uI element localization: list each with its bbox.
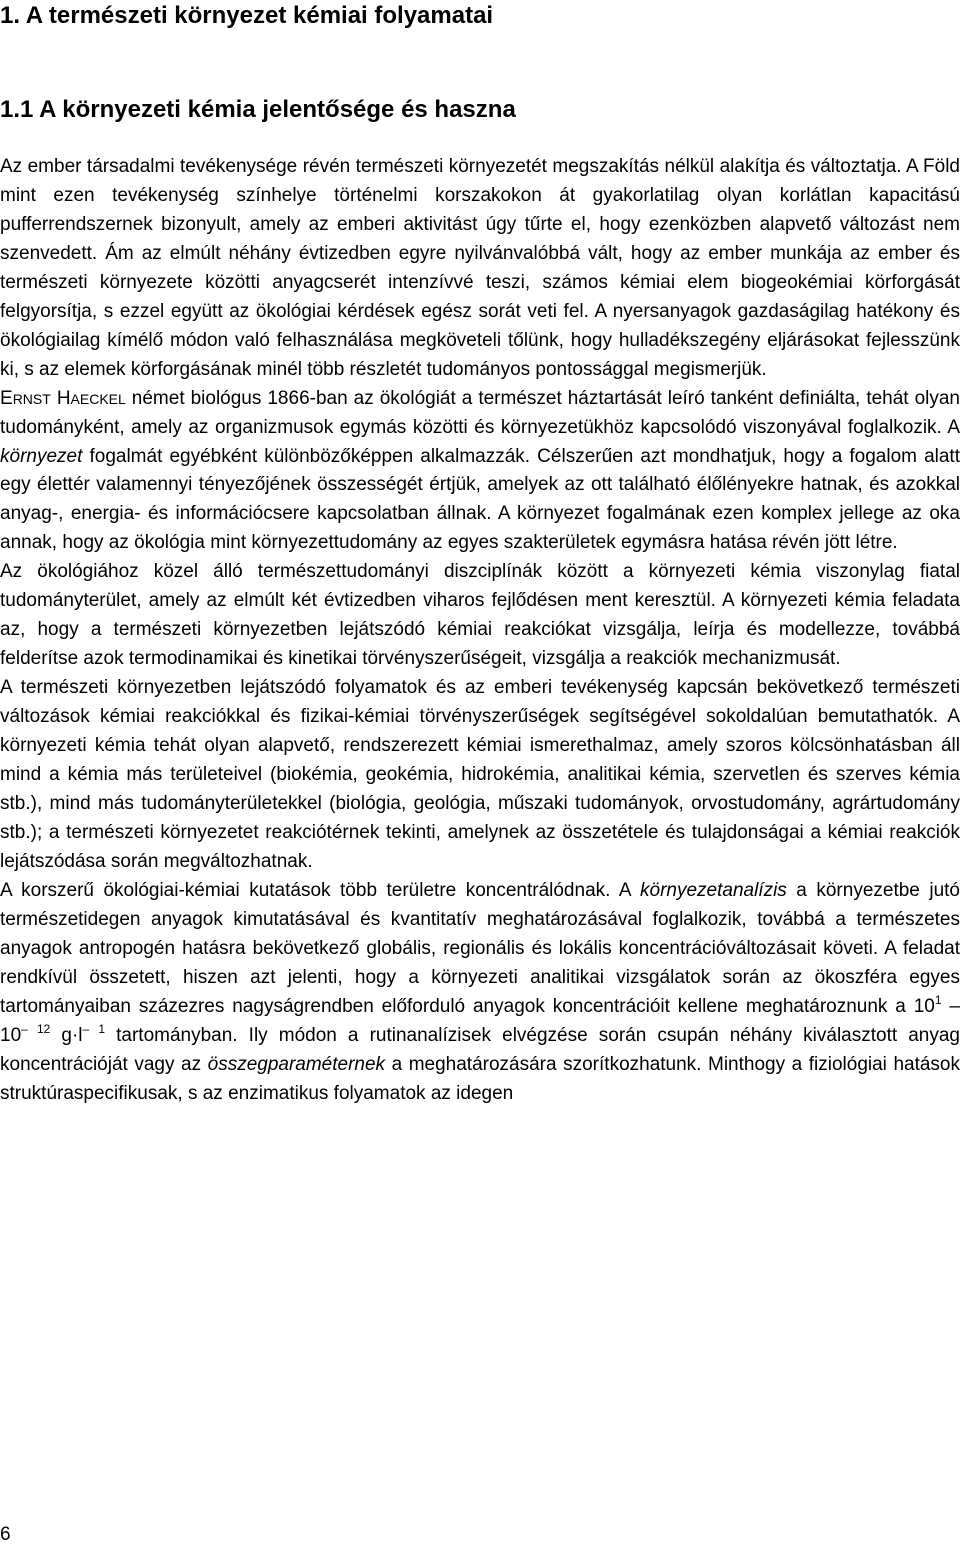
paragraph-4: A természeti környezetben lejátszódó folyamatok és az emberi tevékenység kapcsán bekövetkező természeti változások kémiai reakciókkal és fizikai-kémiai törvényszerűségek segítségével sokoldalúan bemutathatók. A környezeti kémia tehát olyan alapvető, rendszerezett kémiai ismerethalmaz, amely szoros kölcsönhatásban áll mind a kémia más területeivel (biokémia, geokémia, hidrokémia, analitikai kémia, szervetlen és szerves kémia stb.), mind más tudományterületekkel (biológia, geológia, műszaki tudományok, orvostudomány, agrártudomány stb.); a természeti környezetet reakciótérnek tekinti, amelynek az összetétele és tulajdonságai a kémiai reakciók lejátszódása során megváltozhatnak. — [0, 677, 960, 872]
range-dash: – 10 — [0, 995, 960, 1046]
paragraph-2-text-a: német biológus 1866-ban az ökológiát a természet háztartását leíró tanként definiálta, tehát olyan tudományként, amely az organizmusok egymás közötti és környezetükhöz kapcsolódó viszonyával foglalkozik. A — [0, 387, 960, 438]
exponent-2: – 12 — [21, 1021, 51, 1036]
paragraph-5-text-a: a környezetbe jutó természetidegen anyagok kimutatásával és kvantitatív meghatározásával foglalkozik, továbbá a természetes anyagok antropogén hatásra bekövetkező globális, regionális és lokális koncentrációváltozásait követi. A feladat rendkívül összetett, hiszen azt jelenti, hogy a környezeti analitikai vizsgálatok során az ökoszféra egyes tartományaiban százezres nagyságrendben előforduló anyagok koncentrációit kellene meghatároznunk a 10 — [0, 879, 960, 1017]
body-text — [0, 153, 960, 1108]
exponent-3: – 1 — [82, 1021, 106, 1036]
section-title: 1.1 A környezeti kémia jelentősége és haszna — [0, 96, 516, 123]
page-number: 6 — [0, 1524, 11, 1545]
term-osszegparameter: összegparaméternek — [207, 1053, 386, 1075]
paragraph-5 — [0, 877, 960, 1109]
paragraph-5-text-c: a meghatározására szorítkozhatunk. Minthogy a fiziológiai hatások struktúraspecifikusak, s az enzimatikus folyamatok az idegen — [0, 1053, 960, 1104]
paragraph-5-text-b: tartományban. Ily módon a rutinanalízisek elvégzése során csupán néhány kiválasztott anyag koncentrációját vagy az — [0, 1024, 960, 1075]
term-kornyezet: környezet — [0, 445, 83, 467]
paragraph-3: Az ökológiához közel álló természettudományi diszciplínák között a környezeti kémia viszonylag fiatal tudományterület, amely az elmúlt két évtizedben viharos fejlődésen ment keresztül. A környezeti kémia feladata az, hogy a természeti környezetben lejátszódó kémiai reakciókat vizsgálja, leírja és modellezze, továbbá felderítse azok termodinamikai és kinetikai törvényszerűségeit, vizsgálja a reakciók mechanizmusát. — [0, 561, 960, 670]
term-kornyezetanalizis: környezetanalízis — [640, 879, 787, 901]
paragraph-2 — [0, 385, 960, 559]
paragraph-5-lead: A korszerű ökológiai-kémiai kutatások több területre koncentrálódnak. A — [0, 879, 640, 901]
author-name: ERNST HAECKEL — [0, 387, 126, 409]
paragraph-2-text-b: fogalmát egyébként különbözőképpen alkalmazzák. Célszerűen azt mondhatjuk, hogy a fogalom alatt egy élettér valamennyi tényezőjének összességét értjük, amelyek az ott található élőlényekre hatnak, és azokkal anyag-, energia- és információcsere kapcsolatban állnak. A környezet fogalmának ezen komplex jellege az oka annak, hogy az ökológia mint környezettudomány az egyes szakterületek egymásra hatása révén jött létre. — [0, 445, 960, 554]
paragraph-1: Az ember társadalmi tevékenysége révén természeti környezetét megszakítás nélkül alakítja és változtatja. A Föld mint ezen tevékenység színhelye történelmi korszakokon át gyakorlatilag olyan korlátlan kapacitású pufferrendszernek bizonyult, amely az emberi aktivitást úgy tűrte el, hogy ezenközben alapvető változást nem szenvedett. Ám az elmúlt néhány évtizedben egyre nyilvánvalóbbá vált, hogy az ember munkája az ember és természeti környezete közötti anyagcserét intenzívvé teszi, számos kémiai elem biogeokémiai körforgását felgyorsítja, s ezzel együtt az ökológiai kérdések egész sorát veti fel. A nyersanyagok gazdaságilag hatékony és ökológiailag kímélő módon való felhasználása megköveteli tőlünk, hogy hulladékszegény eljárásokat fejlesszünk ki, s az elemek körforgásának minél több részletét tudományos pontossággal megismerjük. — [0, 156, 960, 380]
exponent-1: 1 — [934, 992, 942, 1007]
chapter-title: 1. A természeti környezet kémiai folyamatai — [0, 2, 494, 29]
unit-g-per-l: g·l — [50, 1024, 83, 1046]
